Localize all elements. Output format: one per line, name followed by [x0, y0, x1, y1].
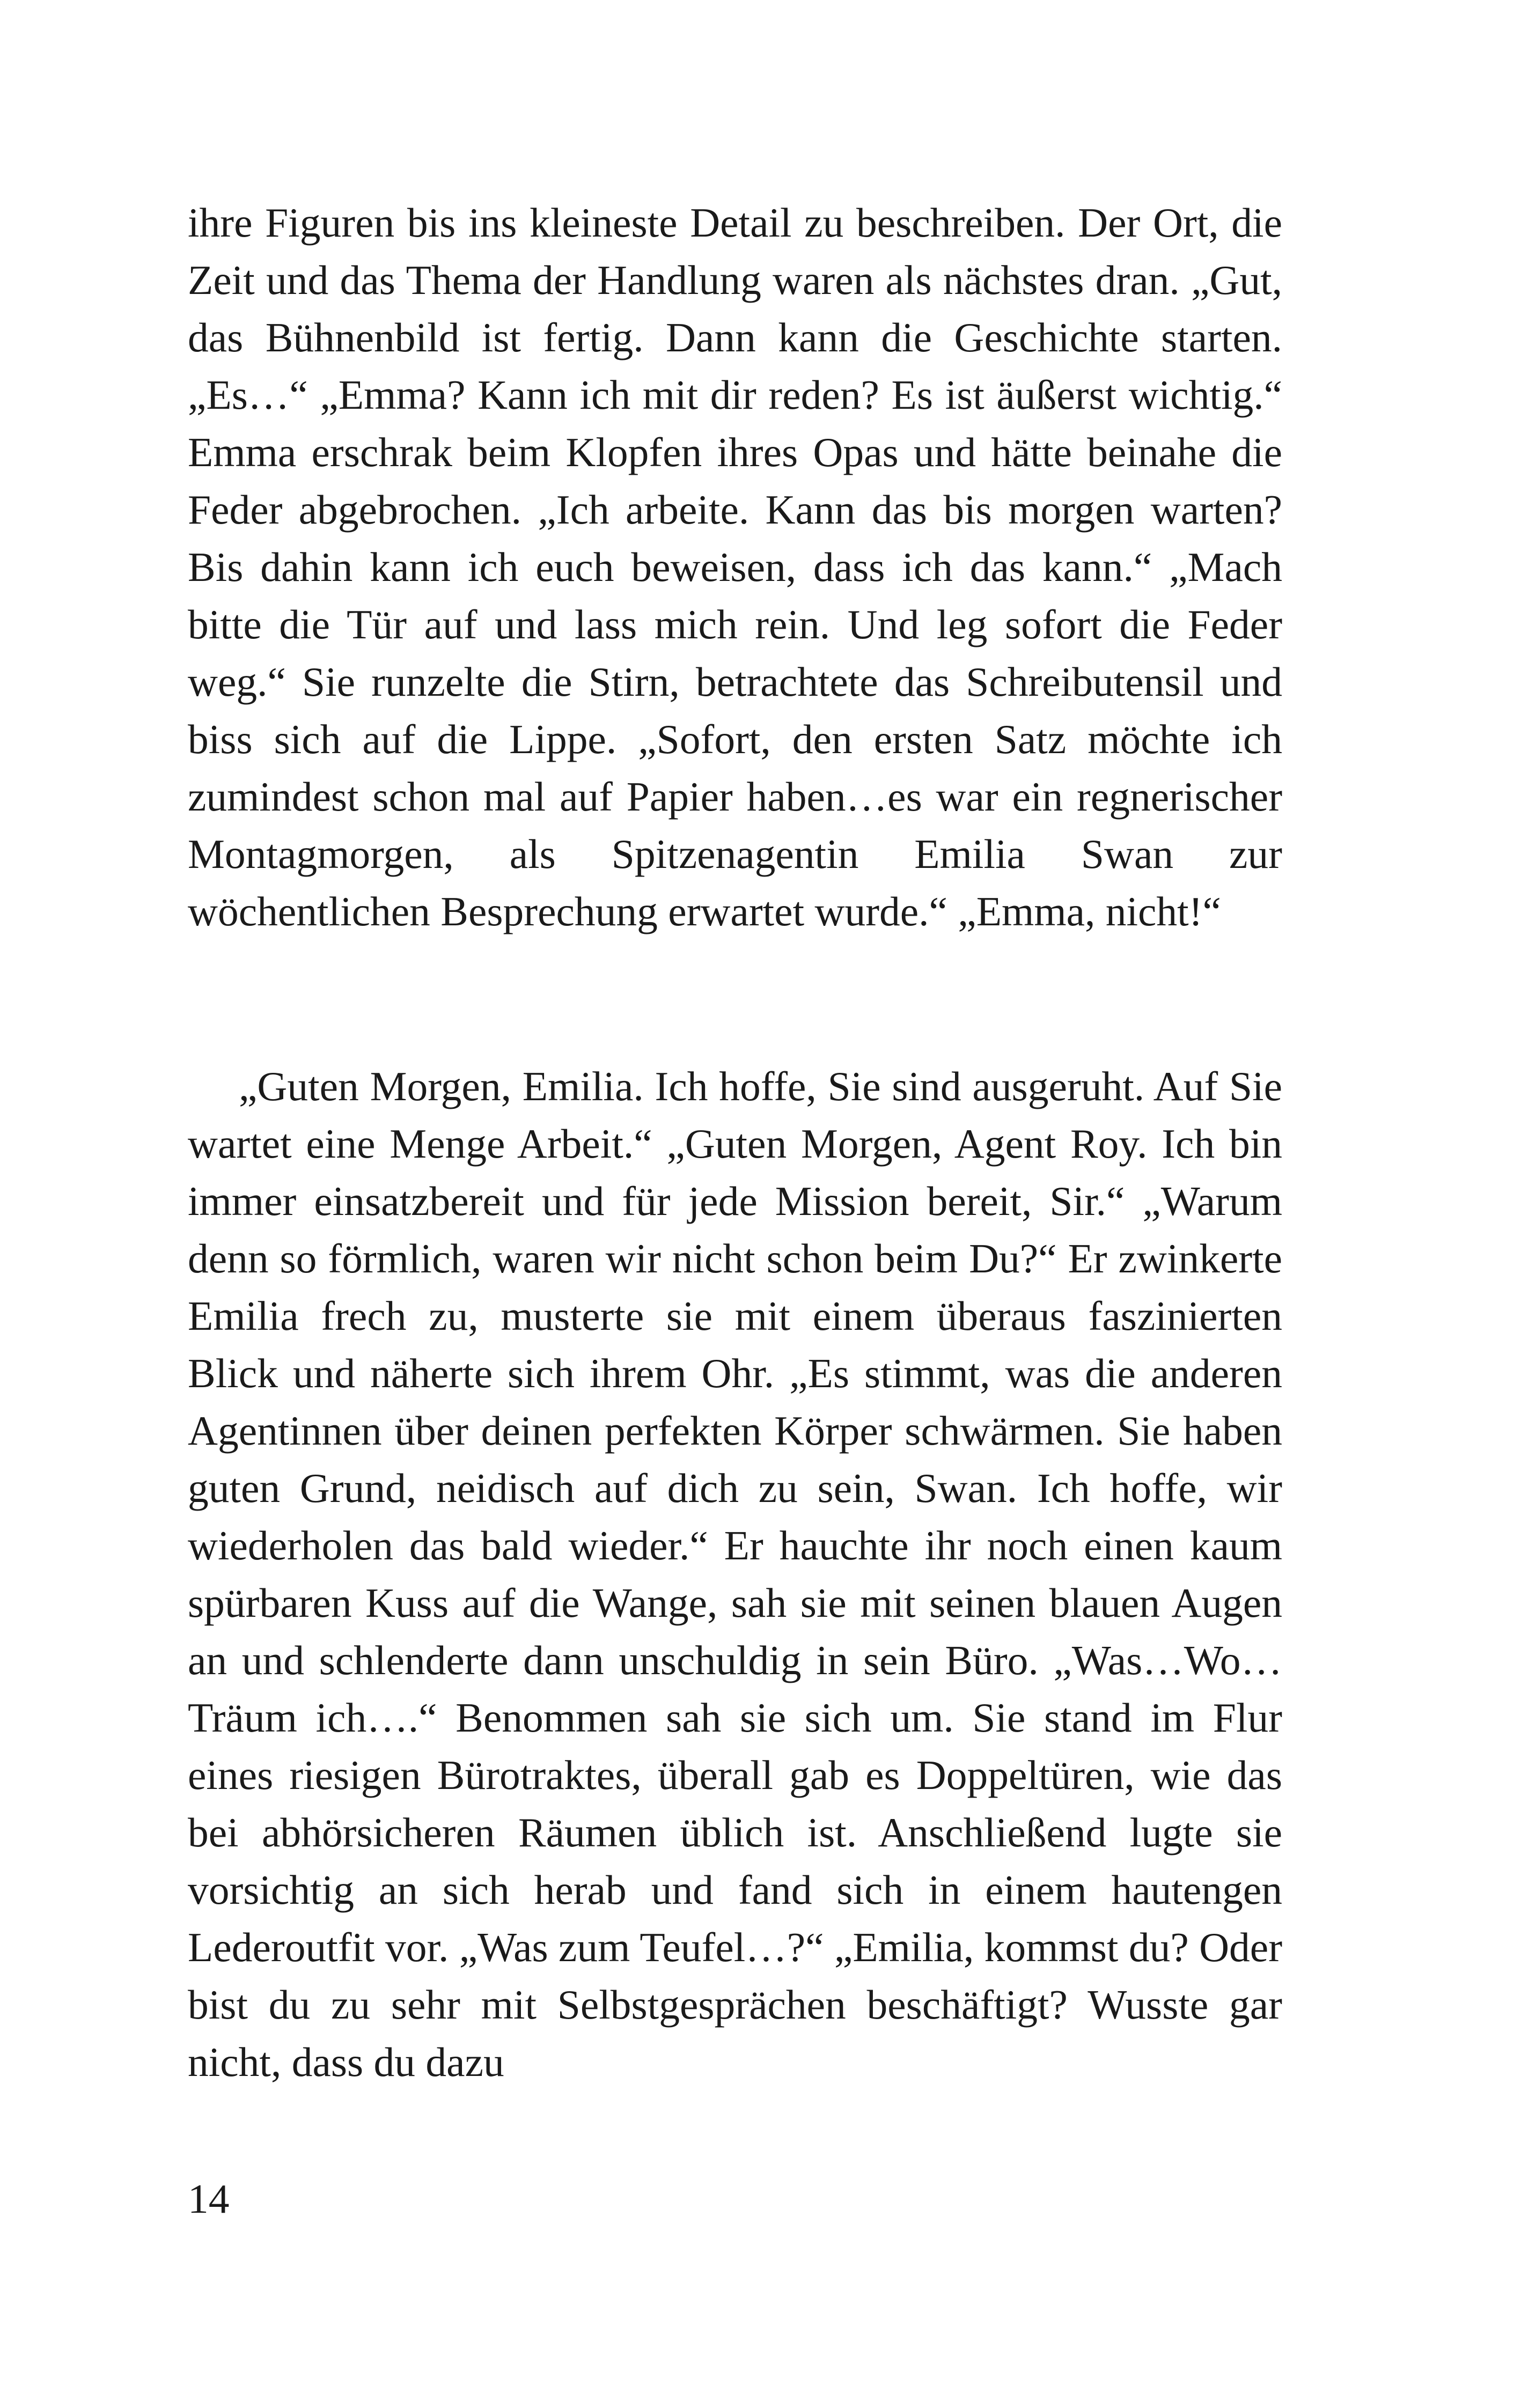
- body-paragraph-2: „Guten Morgen, Emilia. Ich hoffe, Sie sind ausgeruht. Auf Sie wartet eine Menge Arbeit.“ „Guten Morgen, Agent Roy. Ich bin immer einsatzbereit und für jede Mission bereit, Sir.“ „Warum denn so förmlich, waren wir nicht schon beim Du?“ Er zwinkerte Emilia frech zu, musterte sie mit einem überaus faszinierten Blick und näherte sich ihrem Ohr. „Es stimmt, was die anderen Agentinnen über deinen perfekten Körper schwärmen. Sie haben guten Grund, neidisch auf dich zu sein, Swan. Ich hoffe, wir wiederholen das bald wieder.“ Er hauchte ihr noch einen kaum spürbaren Kuss auf die Wange, sah sie mit seinen blauen Augen an und schlenderte dann unschuldig in sein Büro. „Was…Wo…Träum ich….“ Benommen sah sie sich um. Sie stand im Flur eines riesigen Bürotraktes, überall gab es Doppeltüren, wie das bei abhörsicheren Räumen üblich ist. Anschließend lugte sie vorsichtig an sich herab und fand sich in einem hautengen Lederoutfit vor. „Was zum Teufel…?“ „Emilia, kommst du? Oder bist du zu sehr mit Selbstgesprächen beschäftigt? Wusste gar nicht, dass du dazu: [188, 1063, 1283, 2085]
- page-number: 14: [188, 2176, 230, 2222]
- body-paragraph-1: ihre Figuren bis ins kleineste Detail zu beschreiben. Der Ort, die Zeit und das Thema der Handlung waren als nächstes dran. „Gut, das Bühnenbild ist fertig. Dann kann die Geschichte starten. „Es…“ „Emma? Kann ich mit dir reden? Es ist äußerst wichtig.“ Emma erschrak beim Klopfen ihres Opas und hätte beinahe die Feder abgebrochen. „Ich arbeite. Kann das bis morgen warten? Bis dahin kann ich euch beweisen, dass ich das kann.“ „Mach bitte die Tür auf und lass mich rein. Und leg sofort die Feder weg.“ Sie runzelte die Stirn, betrachtete das Schreibutensil und biss sich auf die Lippe. „Sofort, den ersten Satz möchte ich zumindest schon mal auf Papier haben…es war ein regnerischer Montagmorgen, als Spitzenagentin Emilia Swan zur wöchentlichen Besprechung erwartet wurde.“ „Emma, nicht!“: [188, 200, 1282, 934]
